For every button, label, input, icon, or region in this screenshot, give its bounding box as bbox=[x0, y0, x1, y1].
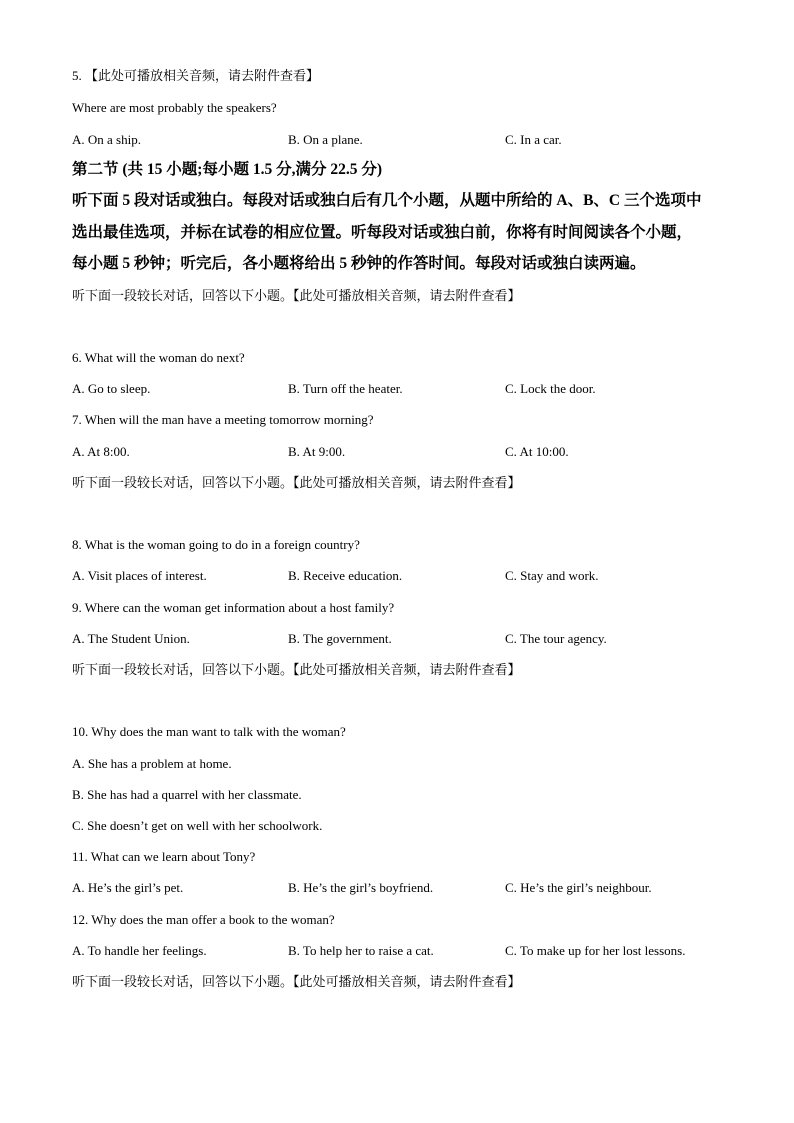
q7-option-a[interactable]: A. At 8:00. bbox=[72, 444, 130, 459]
q5-question: Where are most probably the speakers? bbox=[72, 100, 277, 115]
q6-option-c[interactable]: C. Lock the door. bbox=[505, 381, 596, 396]
q5-option-b[interactable]: B. On a plane. bbox=[288, 132, 363, 147]
q12-option-b[interactable]: B. To help her to raise a cat. bbox=[288, 943, 434, 958]
q6-question: 6. What will the woman do next? bbox=[72, 350, 245, 365]
q7-question: 7. When will the man have a meeting tomorrow morning? bbox=[72, 412, 374, 427]
q10-option-a[interactable]: A. She has a problem at home. bbox=[72, 756, 232, 771]
q10-question: 10. Why does the man want to talk with the woman? bbox=[72, 724, 346, 739]
section2-title: 第二节 (共 15 小题;每小题 1.5 分,满分 22.5 分) bbox=[72, 161, 382, 178]
q6-option-b[interactable]: B. Turn off the heater. bbox=[288, 381, 403, 396]
q11-option-a[interactable]: A. He’s the girl’s pet. bbox=[72, 880, 184, 895]
q5-header[interactable]: 5. 【此处可播放相关音频，请去附件查看】 bbox=[72, 68, 320, 83]
q7-option-b[interactable]: B. At 9:00. bbox=[288, 444, 346, 459]
q10-option-b[interactable]: B. She has had a quarrel with her classmate. bbox=[72, 787, 302, 802]
q11-option-b[interactable]: B. He’s the girl’s boyfriend. bbox=[288, 880, 434, 895]
q7-option-c[interactable]: C. At 10:00. bbox=[505, 444, 569, 459]
q9-option-c[interactable]: C. The tour agency. bbox=[505, 631, 607, 646]
q12-option-c[interactable]: C. To make up for her lost lessons. bbox=[505, 943, 686, 958]
q8-option-b[interactable]: B. Receive education. bbox=[288, 568, 403, 583]
q11-option-c[interactable]: C. He’s the girl’s neighbour. bbox=[505, 880, 652, 895]
section2-instruction-1: 听下面 5 段对话或独白。每段对话或独白后有几个小题，从题中所给的 A、B、C 三个选项中 bbox=[72, 192, 702, 209]
audio-prompt-1[interactable]: 听下面一段较长对话，回答以下小题。【此处可播放相关音频，请去附件查看】 bbox=[72, 288, 521, 303]
q6-option-a[interactable]: A. Go to sleep. bbox=[72, 381, 151, 396]
q12-question: 12. Why does the man offer a book to the woman? bbox=[72, 912, 335, 927]
audio-prompt-3[interactable]: 听下面一段较长对话，回答以下小题。【此处可播放相关音频，请去附件查看】 bbox=[72, 662, 521, 677]
q9-question: 9. Where can the woman get information about a host family? bbox=[72, 600, 395, 615]
audio-prompt-4[interactable]: 听下面一段较长对话，回答以下小题。【此处可播放相关音频，请去附件查看】 bbox=[72, 974, 521, 989]
section2-instruction-3: 每小题 5 秒钟；听完后，各小题将给出 5 秒钟的作答时间。每段对话或独白读两遍。 bbox=[72, 255, 646, 272]
q9-option-a[interactable]: A. The Student Union. bbox=[72, 631, 190, 646]
q11-question: 11. What can we learn about Tony? bbox=[72, 849, 256, 864]
q9-option-b[interactable]: B. The government. bbox=[288, 631, 392, 646]
q8-option-c[interactable]: C. Stay and work. bbox=[505, 568, 599, 583]
q10-option-c[interactable]: C. She doesn’t get on well with her schoolwork. bbox=[72, 818, 323, 833]
audio-prompt-2[interactable]: 听下面一段较长对话，回答以下小题。【此处可播放相关音频，请去附件查看】 bbox=[72, 475, 521, 490]
q8-option-a[interactable]: A. Visit places of interest. bbox=[72, 568, 207, 583]
q5-option-a[interactable]: A. On a ship. bbox=[72, 132, 141, 147]
q8-question: 8. What is the woman going to do in a foreign country? bbox=[72, 537, 360, 552]
q5-option-c[interactable]: C. In a car. bbox=[505, 132, 562, 147]
q12-option-a[interactable]: A. To handle her feelings. bbox=[72, 943, 207, 958]
section2-instruction-2: 选出最佳选项，并标在试卷的相应位置。听每段对话或独白前，你将有时间阅读各个小题， bbox=[72, 224, 693, 241]
